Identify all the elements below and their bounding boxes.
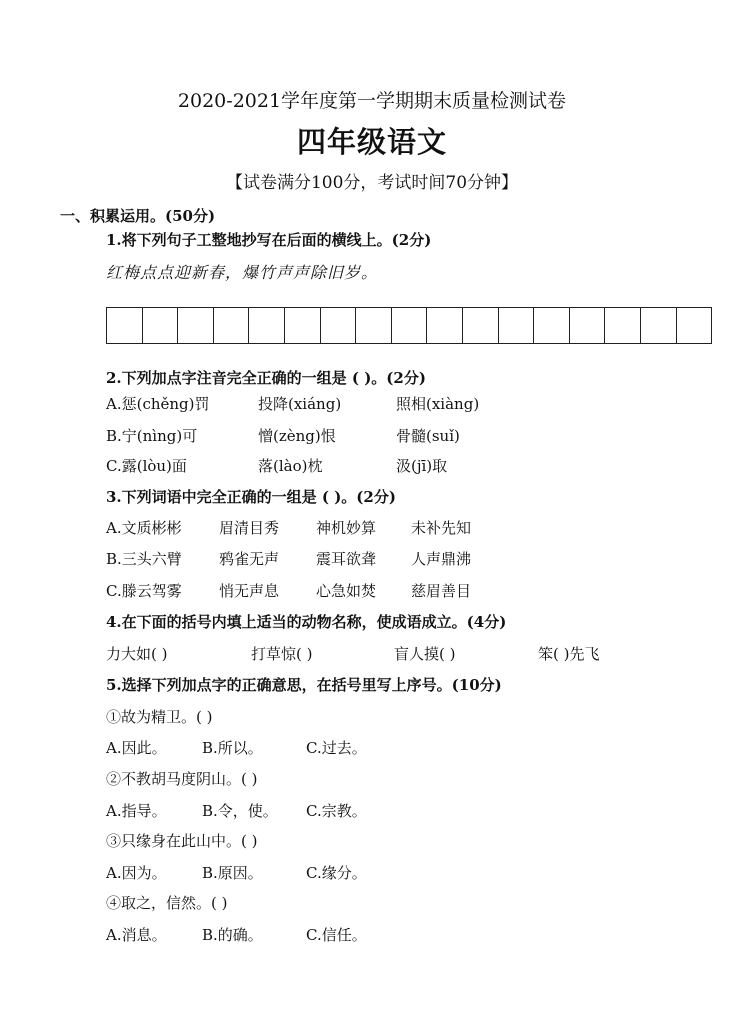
section-heading: 一、积累运用。(50分) (60, 207, 216, 225)
grid-cell[interactable] (321, 308, 357, 343)
q5-stem: ②不教胡马度阴山。( ) (106, 770, 258, 788)
q5-stem: ①故为精卫。( ) (106, 708, 213, 726)
grid-cell[interactable] (677, 308, 712, 343)
grid-cell[interactable] (143, 308, 179, 343)
exam-info: 【试卷满分100分，考试时间70分钟】 (225, 173, 519, 193)
q5-stem: ④取之，信然。( ) (106, 894, 228, 912)
grid-cell[interactable] (356, 308, 392, 343)
grid-cell[interactable] (178, 308, 214, 343)
grid-cell[interactable] (392, 308, 428, 343)
question-1-prompt: 1.将下列句子工整地抄写在后面的横线上。(2分) (106, 231, 432, 249)
grid-cell[interactable] (499, 308, 535, 343)
grid-cell[interactable] (641, 308, 677, 343)
grid-cell[interactable] (107, 308, 143, 343)
grid-cell[interactable] (605, 308, 641, 343)
exam-title: 2020-2021学年度第一学期期末质量检测试卷 (177, 90, 567, 112)
grid-cell[interactable] (427, 308, 463, 343)
q5-stem: ③只缘身在此山中。( ) (106, 832, 258, 850)
blank-item[interactable]: 打草惊( ) (251, 645, 313, 663)
blank-item[interactable]: 盲人摸( ) (394, 645, 456, 663)
grid-cell[interactable] (463, 308, 499, 343)
question-3-prompt: 3.下列词语中完全正确的一组是 ( )。(2分) (106, 488, 396, 506)
grid-cell[interactable] (534, 308, 570, 343)
grid-cell[interactable] (214, 308, 250, 343)
writing-grid[interactable] (106, 307, 712, 344)
copy-sentence: 红梅点点迎新春，爆竹声声除旧岁。 (106, 263, 379, 282)
question-2-prompt: 2.下列加点字注音完全正确的一组是 ( )。(2分) (106, 369, 426, 387)
grid-cell[interactable] (570, 308, 606, 343)
subject-title: 四年级语文 (296, 125, 447, 159)
blank-item[interactable]: 力大如( ) (106, 645, 168, 663)
blank-item[interactable]: 笨( )先飞 (538, 645, 600, 663)
question-5-prompt: 5.选择下列加点字的正确意思，在括号里写上序号。(10分) (106, 676, 502, 694)
grid-cell[interactable] (285, 308, 321, 343)
grid-cell[interactable] (249, 308, 285, 343)
question-4-prompt: 4.在下面的括号内填上适当的动物名称，使成语成立。(4分) (106, 613, 507, 631)
